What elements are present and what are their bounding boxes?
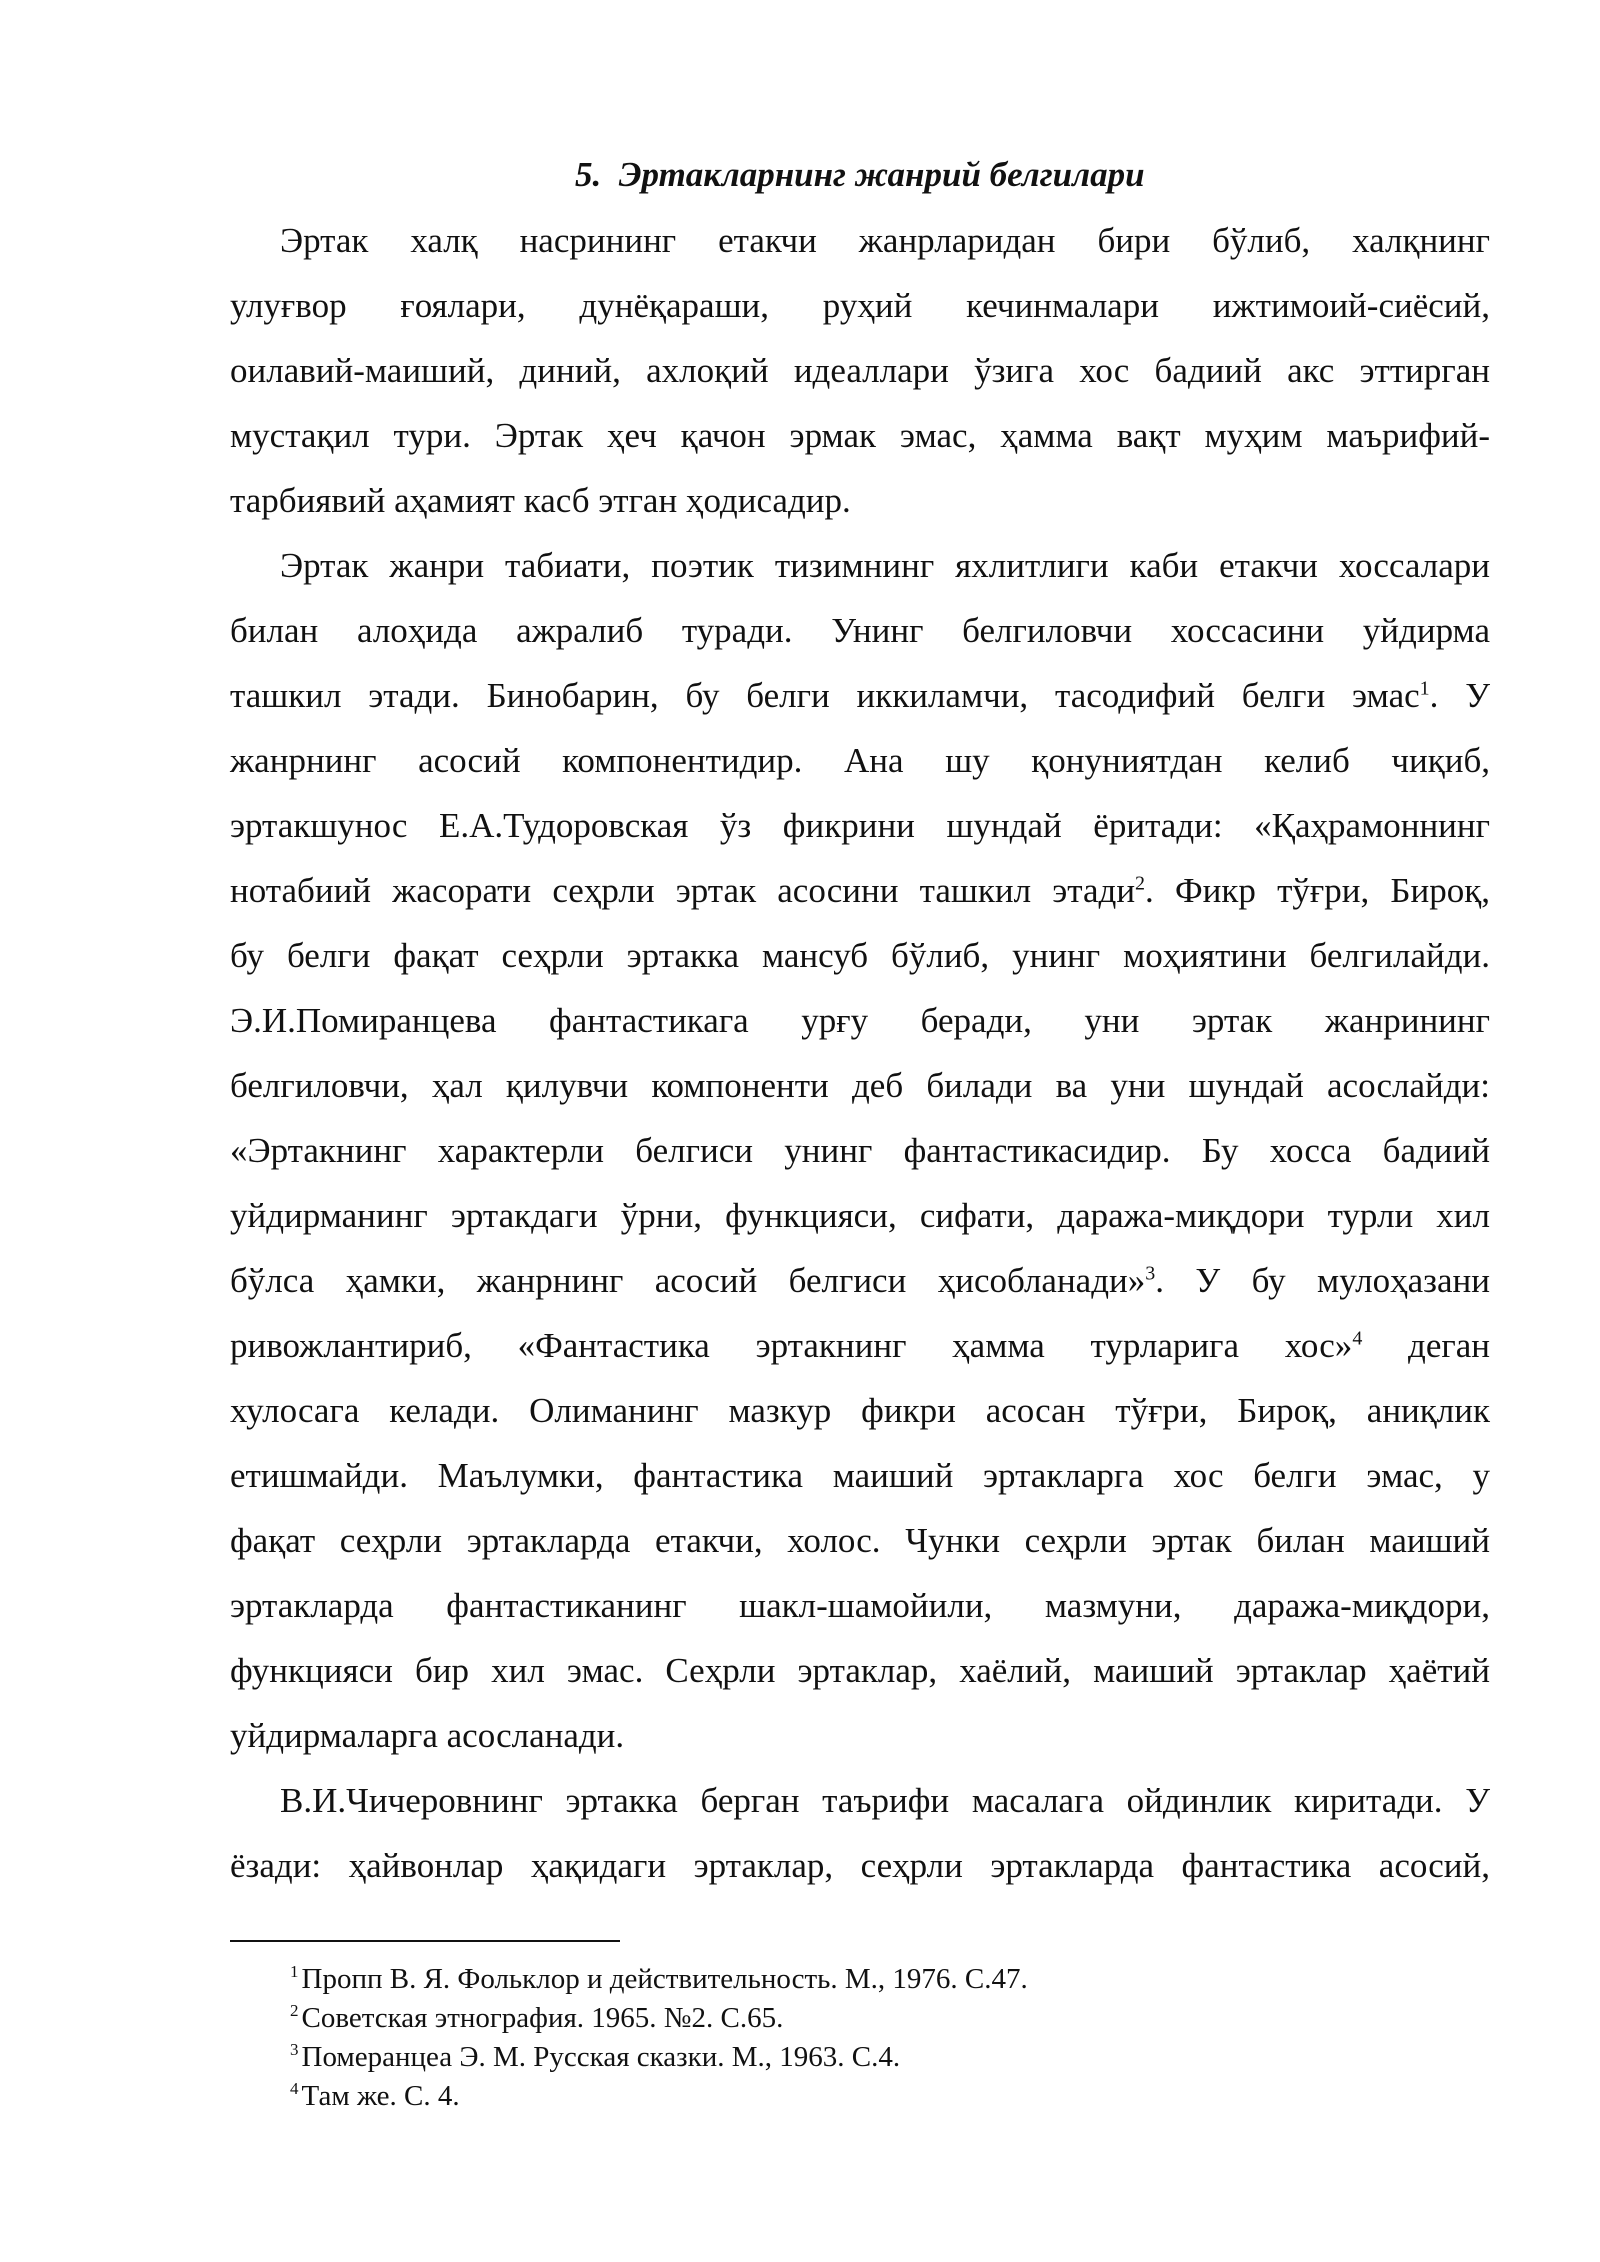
body-line: хулосага келади. Олиманинг мазкур фикри асосан тўғри, Бироқ, аниқлик: [230, 1391, 1490, 1430]
body-line: белгиловчи, ҳал қилувчи компоненти деб билади ва уни шундай асослайди:: [230, 1066, 1490, 1105]
footnote-mark: 2: [290, 2001, 299, 2021]
body-line-text: нотабиий жасорати сеҳрли эртак асосини ташкил этади: [230, 871, 1136, 910]
section-heading: [575, 150, 1275, 200]
footnote-mark: 4: [290, 2079, 299, 2099]
section-title: Эртакларнинг жанрий белгилари: [618, 155, 1145, 194]
footnote-text: Советская этнография. 1965. №2. С.65.: [301, 2002, 784, 2034]
body-line: В.И.Чичеровнинг эртакка берган таърифи масалага ойдинлик киритади. У: [280, 1781, 1490, 1820]
body-line-text: деган: [1362, 1326, 1490, 1365]
body-line: мустақил тури. Эртак ҳеч қачон эрмак эмас, ҳамма вақт муҳим маърифий-: [230, 416, 1490, 455]
footnote-ref: 4: [1352, 1327, 1363, 1350]
body-line: фақат сеҳрли эртакларда етакчи, холос. Чунки сеҳрли эртак билан маиший: [230, 1521, 1490, 1560]
section-number: 5.: [575, 155, 602, 194]
footnote-text: Там же. С. 4.: [301, 2080, 460, 2112]
body-text: [230, 208, 1490, 1898]
body-line: бу белги фақат сеҳрли эртакка мансуб бўлиб, унинг моҳиятини белгилайди.: [230, 936, 1490, 975]
body-line: функцияси бир хил эмас. Сеҳрли эртаклар, хаёлий, маиший эртаклар ҳаётий: [230, 1651, 1490, 1690]
body-line: етишмайди. Маълумки, фантастика маиший эртакларга хос белги эмас, у: [230, 1456, 1490, 1495]
footnote-item: [290, 2038, 1390, 2077]
body-line-text: . У: [1429, 676, 1490, 715]
body-line: Эртак жанри табиати, поэтик тизимнинг яхлитлиги каби етакчи хоссалари: [280, 546, 1490, 585]
body-line: [230, 1313, 1490, 1378]
body-line-text: ривожлантириб, «Фантастика эртакнинг ҳамма турларига хос»: [230, 1326, 1353, 1365]
footnote-item: [290, 1999, 1390, 2038]
body-line: эртакшунос Е.А.Тудоровская ўз фикрини шундай ёритади: «Қаҳрамоннинг: [230, 806, 1490, 845]
footnotes: [290, 1960, 1390, 2116]
body-line-text: . У бу мулоҳазани: [1155, 1261, 1490, 1300]
body-line-text: бўлса ҳамки, жанрнинг асосий белгиси ҳисобланади»: [230, 1261, 1146, 1300]
body-line: билан алоҳида ажралиб туради. Унинг белгиловчи хоссасини уйдирма: [230, 611, 1490, 650]
body-line: уйдирманинг эртакдаги ўрни, функцияси, сифати, даража-миқдори турли хил: [230, 1196, 1490, 1235]
body-line: [230, 858, 1490, 923]
footnote-text: Пропп В. Я. Фольклор и действительность. М., 1976. С.47.: [301, 1963, 1028, 1995]
body-line-text: ташкил этади. Бинобарин, бу белги иккиламчи, тасодифий белги эмас: [230, 676, 1420, 715]
footnote-text: Померанцеа Э. М. Русская сказки. М., 1963. С.4.: [301, 2041, 901, 2073]
body-line-text: . Фикр тўғри, Бироқ,: [1145, 871, 1490, 910]
footnote-mark: 3: [290, 2040, 299, 2060]
footnote-ref: 3: [1145, 1262, 1156, 1285]
body-line: [230, 663, 1490, 728]
footnote-mark: 1: [290, 1962, 299, 1982]
body-line: Э.И.Помиранцева фантастикага урғу беради, уни эртак жанрининг: [230, 1001, 1490, 1040]
footnote-item: [290, 1960, 1390, 1999]
body-line: «Эртакнинг характерли белгиси унинг фантастикасидир. Бу хосса бадиий: [230, 1131, 1490, 1170]
body-line: тарбиявий аҳамият касб этган ҳодисадир.: [230, 481, 851, 520]
body-line: ёзади: ҳайвонлар ҳақидаги эртаклар, сеҳрли эртакларда фантастика асосий,: [230, 1846, 1490, 1885]
body-line: оилавий-маиший, диний, ахлоқий идеаллари ўзига хос бадиий акс эттирган: [230, 351, 1490, 390]
footnote-ref: 2: [1135, 872, 1146, 895]
body-line: улуғвор ғоялари, дунёқараши, руҳий кечинмалари ижтимоий-сиёсий,: [230, 286, 1490, 325]
body-line: жанрнинг асосий компонентидир. Ана шу қонуниятдан келиб чиқиб,: [230, 741, 1490, 780]
footnote-separator: [230, 1940, 620, 1942]
body-line: уйдирмаларга асосланади.: [230, 1716, 625, 1755]
footnote-item: [290, 2077, 1390, 2116]
body-line: Эртак халқ насрининг етакчи жанрларидан бири бўлиб, халқнинг: [280, 221, 1490, 260]
body-line: [230, 1248, 1490, 1313]
footnote-ref: 1: [1419, 677, 1430, 700]
body-line: эртакларда фантастиканинг шакл-шамойили, мазмуни, даража-миқдори,: [230, 1586, 1490, 1625]
